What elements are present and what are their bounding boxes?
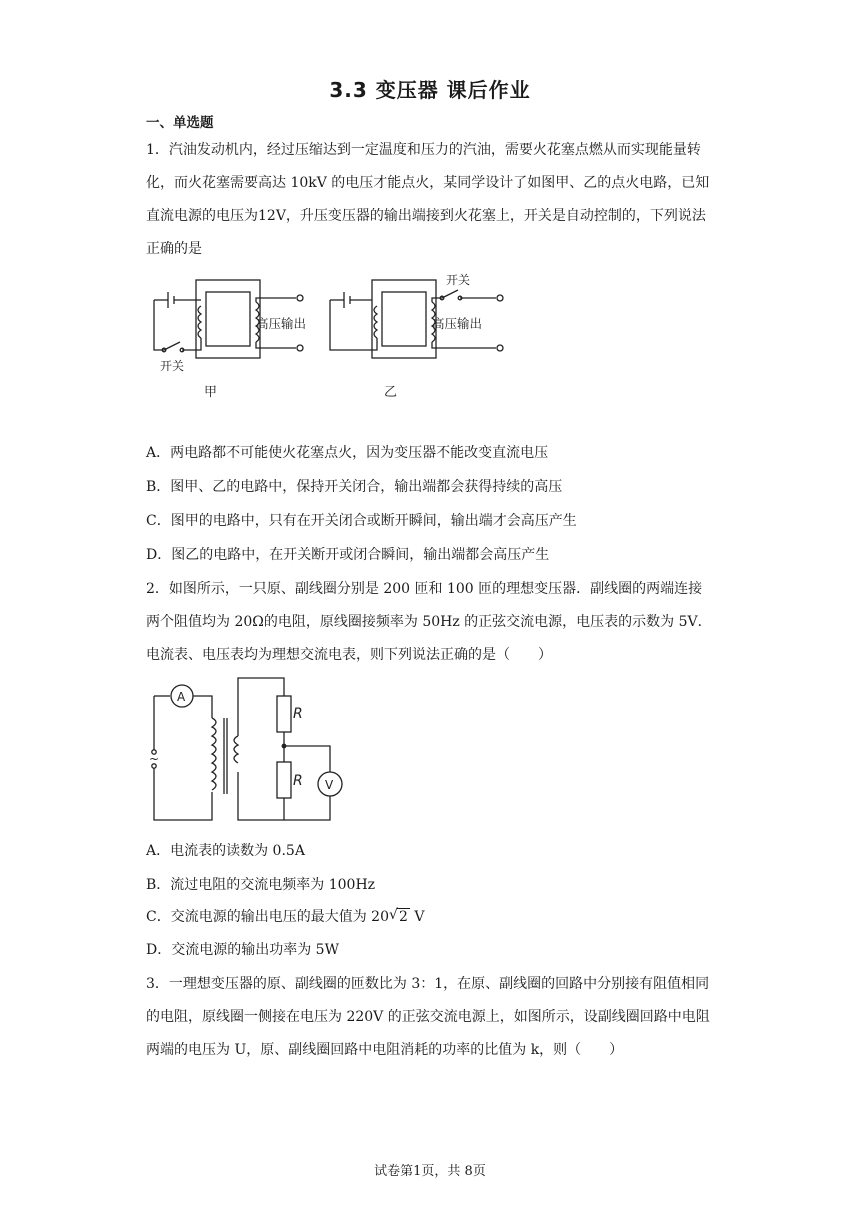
figure-a-caption: 甲: [204, 385, 218, 400]
question-1-option-a: A．两电路都不可能使火花塞点火，因为变压器不能改变直流电压: [146, 445, 549, 461]
question-1-option-d: D．图乙的电路中，在开关断开或闭合瞬间，输出端都会高压产生: [146, 547, 550, 563]
question-2-option-a: A．电流表的读数为 0.5A: [146, 843, 305, 859]
figure-a-output-label: 高压输出: [256, 316, 307, 331]
figure-b-switch-label: 开关: [446, 273, 471, 287]
question-1-option-b: B．图甲、乙的电路中，保持开关闭合，输出端都会获得持续的高压: [146, 479, 563, 495]
question-1-stem: 1．汽油发动机内，经过压缩达到一定温度和压力的汽油，需要火花塞点燃从而实现能量转化，而火花塞需要高达 10kV 的电压才能点火，某同学设计了如图甲、乙的点火电路，已知直流电源的电压为12V，升压变压器的输出端接到火花塞上，开关是自动控制的，下列说法正确的是: [146, 142, 710, 257]
ammeter-label: A: [177, 690, 186, 704]
section-heading: 一、单选题: [146, 115, 214, 131]
resistor-bottom-label: R: [293, 773, 303, 789]
question-2-option-d: D．交流电源的输出功率为 5W: [146, 942, 339, 958]
figure-b-output-label: 高压输出: [432, 316, 483, 331]
resistor-top-icon: [277, 696, 291, 732]
sqrt-radicand: 2: [398, 909, 408, 925]
question-2-stem: 2．如图所示，一只原、副线圈分别是 200 匝和 100 匝的理想变压器．副线圈的两端连接两个阻值均为 20Ω的电阻，原线圈接频率为 50Hz 的正弦交流电源，电压表的示数为 5V．电流表、电压表均为理想交流电表，则下列说法正确的是（ ）: [146, 581, 712, 663]
option-c-text: C．交流电源的输出电压的最大值为 20: [146, 909, 389, 925]
question-1-figure: [146, 272, 506, 404]
question-2-option-b: B．流过电阻的交流电频率为 100Hz: [146, 877, 376, 893]
voltmeter-label: V: [325, 778, 334, 792]
question-2-figure: [146, 674, 356, 826]
resistor-bottom-icon: [277, 762, 291, 798]
option-c-unit: V: [409, 909, 425, 925]
question-3-stem: 3．一理想变压器的原、副线圈的匝数比为 3：1，在原、副线圈的回路中分别接有阻值相同的电阻，原线圈一侧接在电压为 220V 的正弦交流电源上，如图所示，设副线圈回路中电阻两端的电压为 U，原、副线圈回路中电阻消耗的功率的比值为 k，则（ ）: [146, 976, 710, 1058]
page-footer: 试卷第1页，共 8页: [374, 1164, 486, 1179]
figure-b-caption: 乙: [384, 385, 398, 400]
question-2-option-c: [146, 907, 726, 927]
resistor-top-label: R: [293, 706, 303, 722]
sqrt-expression: √ 2: [388, 907, 408, 925]
page-title: 3.3 变压器 课后作业: [329, 78, 531, 102]
figure-a-switch-label: 开关: [160, 359, 185, 373]
ac-source-label: ~: [149, 752, 160, 766]
question-1-option-c: C．图甲的电路中，只有在开关闭合或断开瞬间，输出端才会高压产生: [146, 513, 577, 529]
